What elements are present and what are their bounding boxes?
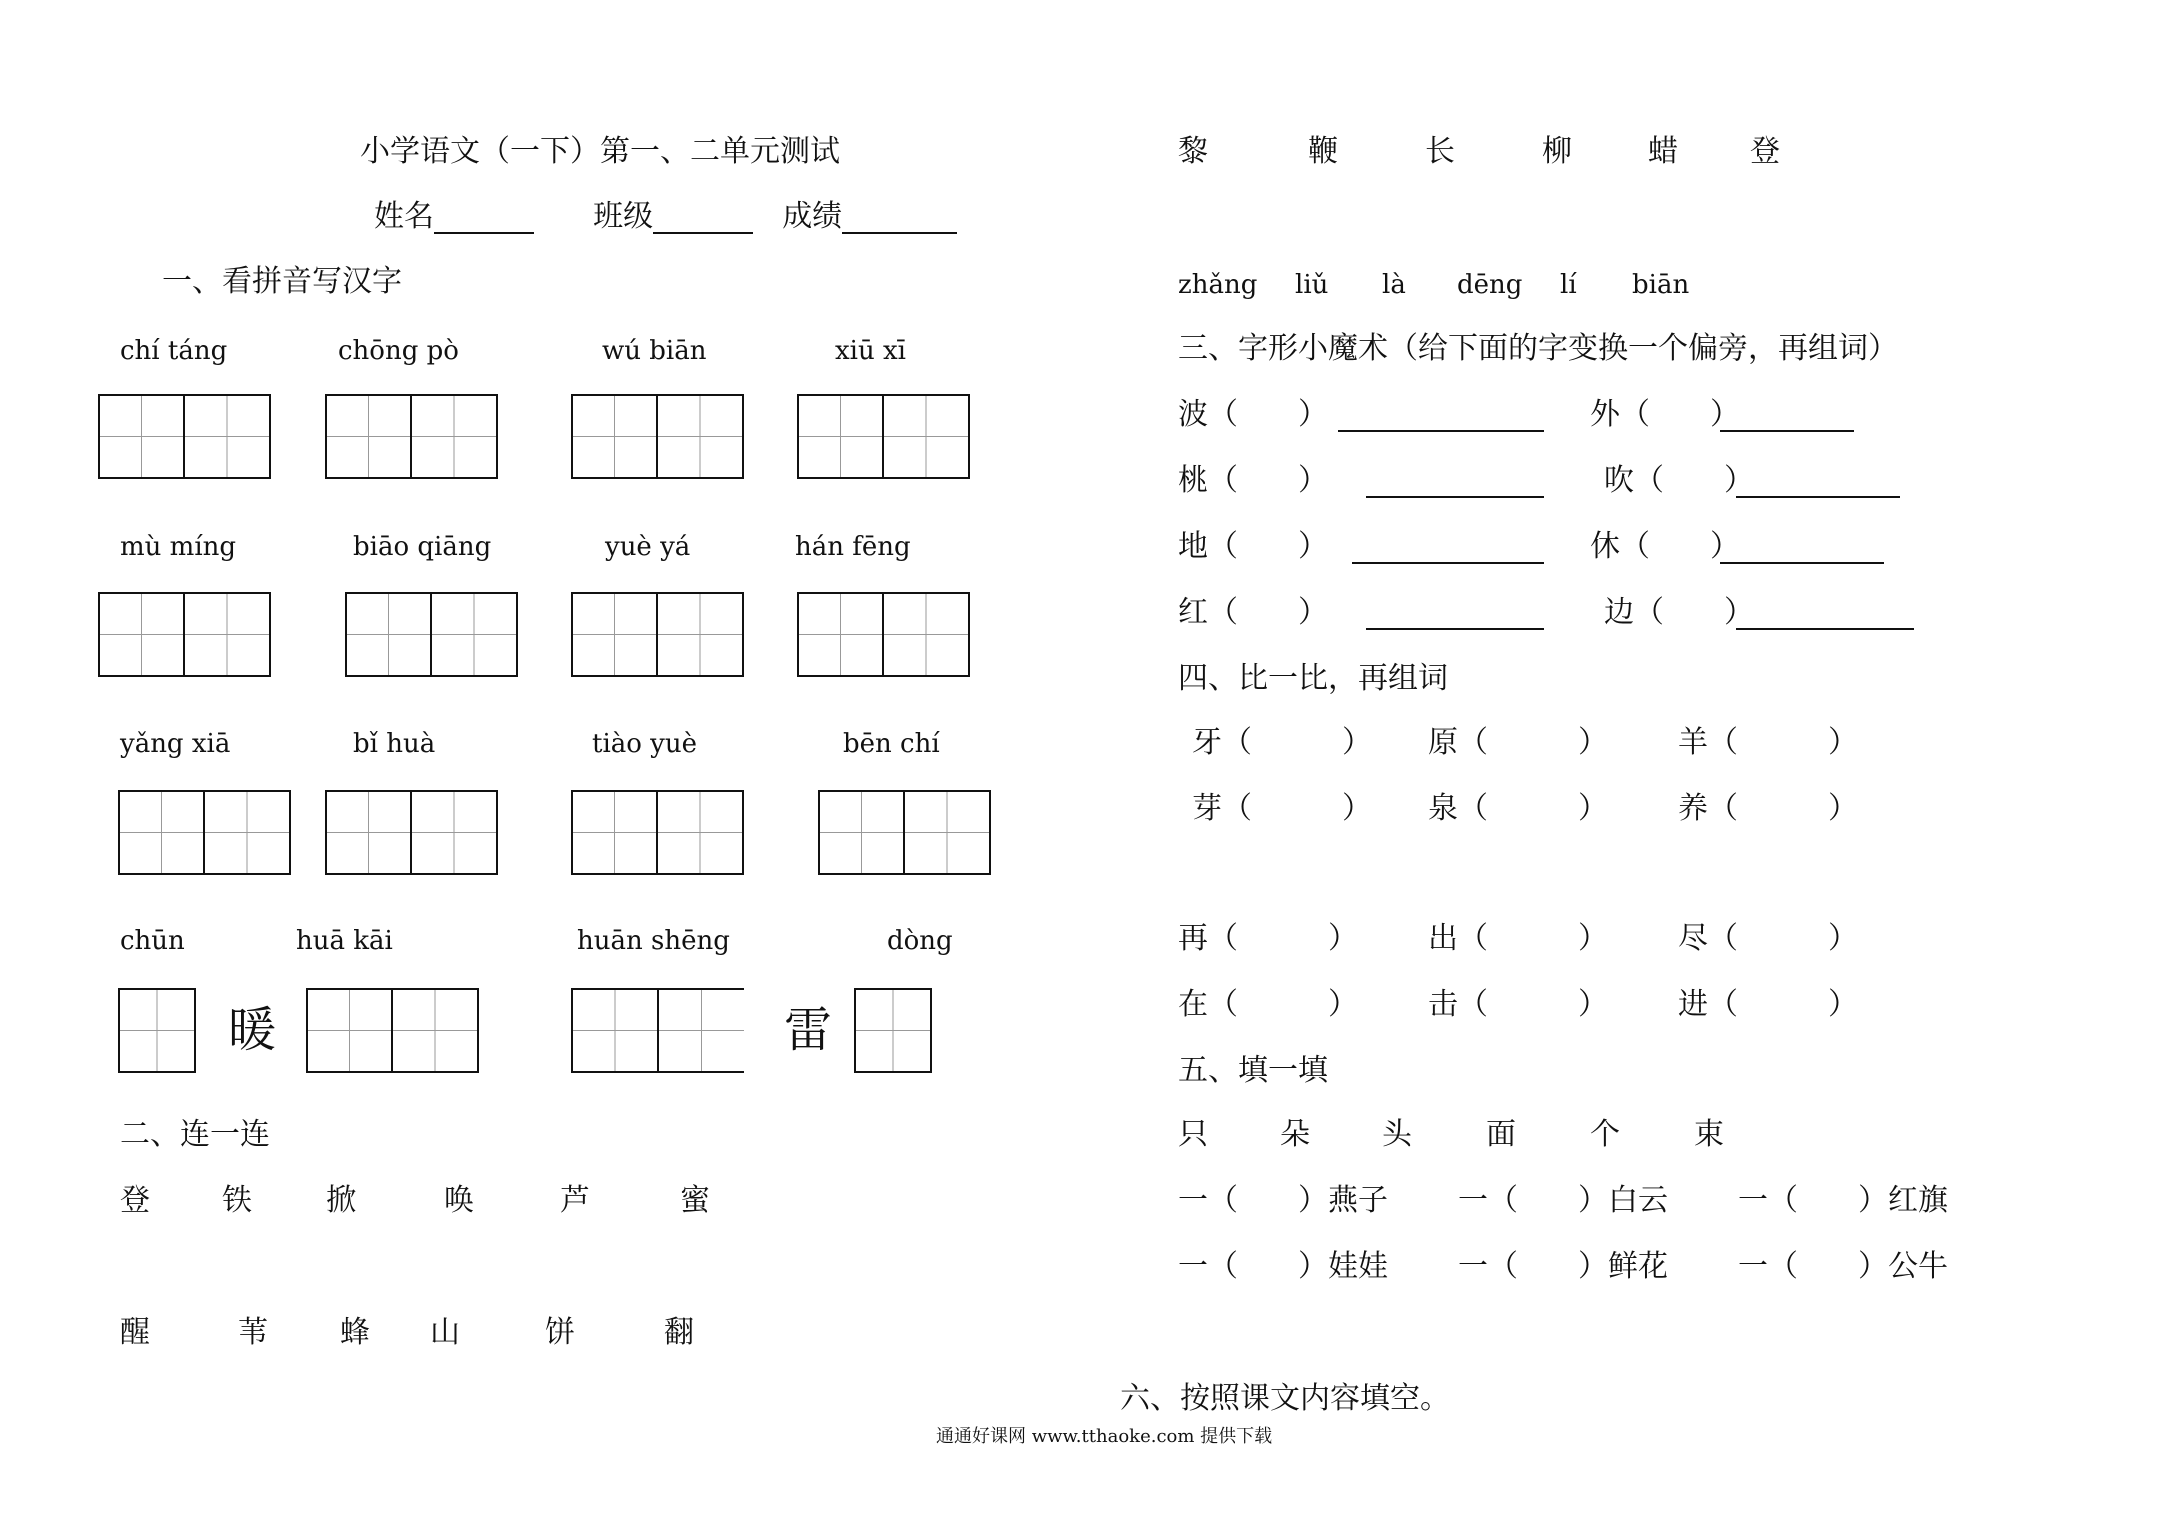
compare-item[interactable]: 羊（ ） xyxy=(1678,725,1858,760)
writing-grid[interactable] xyxy=(818,790,991,875)
section-6-heading: 六、按照课文内容填空。 xyxy=(1120,1381,1450,1416)
radical-item: 波（ ） xyxy=(1178,397,1328,432)
compare-item[interactable]: 出（ ） xyxy=(1428,921,1608,956)
writing-grid[interactable] xyxy=(854,988,932,1073)
pinyin-label: dòng xyxy=(887,926,953,956)
match-item[interactable]: 苇 xyxy=(238,1315,268,1350)
match-item[interactable]: 山 xyxy=(430,1315,460,1350)
pinyin-label[interactable]: zhǎng xyxy=(1178,270,1258,300)
writing-grid[interactable] xyxy=(797,394,970,479)
radical-item: 休（ ） xyxy=(1590,529,1740,564)
match-item[interactable]: 翻 xyxy=(664,1315,694,1350)
writing-grid[interactable] xyxy=(118,790,291,875)
match-item[interactable]: 饼 xyxy=(545,1315,575,1350)
compare-item[interactable]: 尽（ ） xyxy=(1678,921,1858,956)
match-item[interactable]: 铁 xyxy=(222,1183,252,1218)
pinyin-label: bēn chí xyxy=(843,729,940,759)
pinyin-label: wú biān xyxy=(602,336,707,366)
compare-item[interactable]: 在（ ） xyxy=(1178,987,1358,1022)
compare-item[interactable]: 原（ ） xyxy=(1428,725,1608,760)
answer-line[interactable] xyxy=(1338,398,1544,432)
page-title: 小学语文（一下）第一、二单元测试 xyxy=(360,134,840,169)
match-item[interactable]: 蜂 xyxy=(340,1315,370,1350)
radical-item: 红（ ） xyxy=(1178,595,1328,630)
writing-grid[interactable] xyxy=(571,790,744,875)
radical-item: 地（ ） xyxy=(1178,529,1328,564)
section-1-heading: 一、看拼音写汉字 xyxy=(162,264,402,299)
pinyin-label[interactable]: biān xyxy=(1632,270,1690,300)
answer-line[interactable] xyxy=(1366,464,1544,498)
pinyin-label[interactable]: lí xyxy=(1560,270,1577,300)
answer-line[interactable] xyxy=(1352,530,1544,564)
writing-grid[interactable] xyxy=(325,394,498,479)
pinyin-label[interactable]: dēng xyxy=(1457,270,1523,300)
fill-blank-item[interactable]: 一（ ）红旗 xyxy=(1738,1183,1948,1218)
match-item[interactable]: 蜜 xyxy=(680,1183,710,1218)
compare-item[interactable]: 泉（ ） xyxy=(1428,791,1608,826)
pinyin-label: tiào yuè xyxy=(592,729,698,759)
fill-blank-item[interactable]: 一（ ）白云 xyxy=(1458,1183,1668,1218)
measure-word[interactable]: 束 xyxy=(1694,1117,1724,1152)
writing-grid[interactable] xyxy=(345,592,518,677)
section-4-heading: 四、比一比，再组词 xyxy=(1178,661,1448,696)
measure-word[interactable]: 朵 xyxy=(1280,1117,1310,1152)
writing-grid[interactable] xyxy=(306,988,479,1073)
class-field[interactable] xyxy=(653,202,753,234)
radical-item: 桃（ ） xyxy=(1178,463,1328,498)
answer-line[interactable] xyxy=(1720,398,1854,432)
pinyin-label: mù míng xyxy=(120,532,237,562)
match-item[interactable]: 唤 xyxy=(444,1183,474,1218)
fill-blank-item[interactable]: 一（ ）鲜花 xyxy=(1458,1249,1668,1284)
radical-item: 边（ ） xyxy=(1604,595,1754,630)
section-5-heading: 五、填一填 xyxy=(1178,1053,1328,1088)
section-3-heading: 三、字形小魔术（给下面的字变换一个偏旁，再组词） xyxy=(1178,331,1898,366)
compare-item[interactable]: 击（ ） xyxy=(1428,987,1608,1022)
pinyin-label: chí táng xyxy=(120,336,228,366)
pinyin-label: yǎng xiā xyxy=(120,729,231,759)
given-character: 雷 xyxy=(784,1002,833,1058)
writing-grid[interactable] xyxy=(98,394,271,479)
class-label: 班级 xyxy=(593,199,654,234)
student-info-line xyxy=(374,200,957,234)
match-item[interactable]: 掀 xyxy=(326,1183,356,1218)
radical-item: 吹（ ） xyxy=(1604,463,1754,498)
writing-grid[interactable] xyxy=(98,592,271,677)
writing-grid[interactable] xyxy=(571,592,744,677)
compare-item[interactable]: 芽（ ） xyxy=(1192,791,1372,826)
answer-line[interactable] xyxy=(1736,596,1914,630)
writing-grid[interactable] xyxy=(797,592,970,677)
measure-word[interactable]: 只 xyxy=(1178,1117,1208,1152)
match-item[interactable]: 登 xyxy=(120,1183,150,1218)
pinyin-label: huān shēng xyxy=(577,926,730,956)
name-field[interactable] xyxy=(434,202,534,234)
radical-item: 外（ ） xyxy=(1590,397,1740,432)
pinyin-label: yuè yá xyxy=(605,532,691,562)
writing-grid[interactable] xyxy=(118,988,196,1073)
section-2-heading: 二、连一连 xyxy=(120,1117,270,1152)
match-item[interactable]: 芦 xyxy=(560,1183,590,1218)
measure-word[interactable]: 头 xyxy=(1382,1117,1412,1152)
pinyin-label[interactable]: là xyxy=(1382,270,1406,300)
pinyin-label: chōng pò xyxy=(338,336,459,366)
score-label: 成绩 xyxy=(782,199,843,234)
pinyin-label: hán fēng xyxy=(795,532,911,562)
compare-item[interactable]: 牙（ ） xyxy=(1192,725,1372,760)
footer-credit: 通通好课网 www.tthaoke.com 提供下载 xyxy=(936,1426,1273,1447)
measure-word[interactable]: 个 xyxy=(1590,1117,1620,1152)
answer-line[interactable] xyxy=(1366,596,1544,630)
pinyin-label: biāo qiāng xyxy=(353,532,492,562)
name-label: 姓名 xyxy=(374,199,434,234)
measure-word[interactable]: 面 xyxy=(1486,1117,1516,1152)
writing-grid[interactable] xyxy=(571,988,744,1073)
match-item[interactable]: 登 xyxy=(1750,134,1780,169)
answer-line[interactable] xyxy=(1736,464,1900,498)
fill-blank-item[interactable]: 一（ ）公牛 xyxy=(1738,1249,1948,1284)
fill-blank-item[interactable]: 一（ ）燕子 xyxy=(1178,1183,1388,1218)
match-item[interactable]: 柳 xyxy=(1542,134,1572,169)
compare-item[interactable]: 再（ ） xyxy=(1178,921,1358,956)
writing-grid[interactable] xyxy=(571,394,744,479)
pinyin-label: bǐ huà xyxy=(353,729,436,759)
match-item[interactable]: 蜡 xyxy=(1648,134,1678,169)
given-character: 暖 xyxy=(228,1002,277,1058)
fill-blank-item[interactable]: 一（ ）娃娃 xyxy=(1178,1249,1388,1284)
match-item[interactable]: 长 xyxy=(1425,134,1455,169)
pinyin-label: huā kāi xyxy=(296,926,393,956)
score-field[interactable] xyxy=(842,202,957,234)
answer-line[interactable] xyxy=(1720,530,1884,564)
match-item[interactable]: 鞭 xyxy=(1308,134,1338,169)
match-item[interactable]: 醒 xyxy=(120,1315,150,1350)
compare-item[interactable]: 养（ ） xyxy=(1678,791,1858,826)
compare-item[interactable]: 进（ ） xyxy=(1678,987,1858,1022)
pinyin-label: xiū xī xyxy=(835,336,906,366)
pinyin-label: chūn xyxy=(120,926,185,956)
writing-grid[interactable] xyxy=(325,790,498,875)
match-item[interactable]: 黎 xyxy=(1178,134,1208,169)
pinyin-label[interactable]: liǔ xyxy=(1295,270,1329,300)
